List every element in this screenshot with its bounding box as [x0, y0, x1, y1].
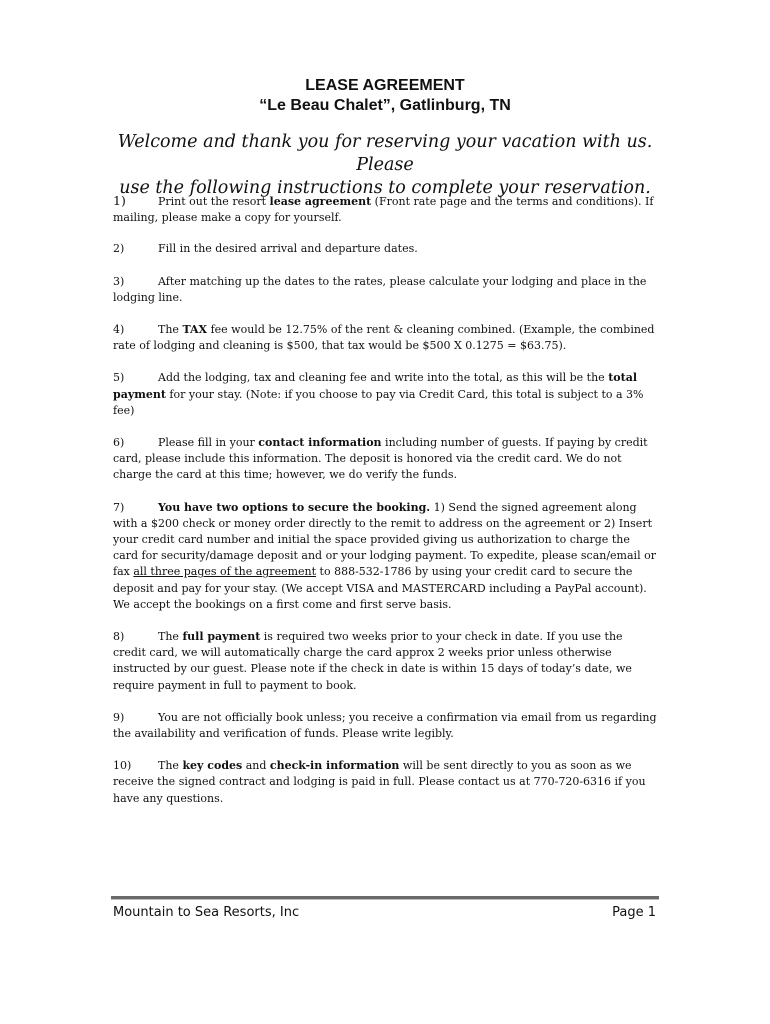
document-title: LEASE AGREEMENT [305, 77, 465, 94]
item-number: 9) [113, 710, 125, 724]
instruction-item-5 [113, 370, 658, 419]
instruction-item-7 [113, 500, 658, 613]
item-emphasis: lease agreement [269, 195, 372, 208]
item-text: is required two weeks prior to your check in date. If you use the credit card, we will automatically charge the card approx 2 weeks prior unless otherwise instructed by our guest. Please note if the check in date is within 15 days of today’s date, we require payment in full to payment to book. [113, 630, 632, 692]
item-emphasis: TAX [182, 323, 208, 337]
instruction-item-1 [113, 193, 658, 226]
item-emphasis: contact information [258, 436, 382, 450]
instruction-item-4 [113, 322, 658, 354]
footer-divider [111, 896, 659, 900]
footer-company: Mountain to Sea Resorts, Inc [113, 905, 300, 920]
item-text: You are not officially book unless; you receive a confirmation via email from us regarding the availability and verification of funds. Please write legibly. [113, 710, 657, 741]
instruction-item-9 [113, 710, 658, 742]
item-number: 7) [113, 500, 125, 514]
footer-page-number: Page 1 [612, 905, 656, 920]
item-emphasis: key codes [182, 759, 243, 773]
item-text: will be sent directly to you as soon as we receive the signed contract and lodging is paid in full. Please contact us at 770-720-6316 if you have any questions. [113, 759, 646, 805]
item-text: for your stay. (Note: if you choose to pay via Credit Card, this total is subject to a 3% fee) [113, 387, 644, 417]
item-text: The [158, 323, 183, 337]
item-underlined-text: all three pages of the agreement [133, 565, 317, 579]
item-text: Fill in the desired arrival and departure dates. [158, 242, 418, 256]
instruction-item-10 [113, 758, 658, 807]
instruction-item-3 [113, 274, 658, 306]
item-number: 4) [113, 323, 125, 337]
item-number: 5) [113, 371, 125, 385]
item-emphasis: full payment [182, 630, 261, 644]
welcome-message [90, 131, 680, 200]
item-number: 10) [113, 759, 132, 773]
item-text: 1) Send the signed agreement along with a $200 check or money order directly to the remit to address on the agreement or 2) Insert your credit card number and initial the space provided giving us authorization to charge the card for security/damage deposit and or your lodging payment. To expedite, please scan/email or fax [113, 500, 656, 579]
item-emphasis: total payment [113, 371, 638, 401]
welcome-line-1: Welcome and thank you for reserving your vacation with us. Please [117, 132, 653, 175]
instruction-list [113, 193, 658, 807]
item-text: Please fill in your [158, 436, 259, 450]
item-number: 1) [113, 193, 126, 208]
item-number: 2) [113, 242, 125, 256]
item-number: 8) [113, 630, 125, 644]
item-text: The [158, 630, 183, 644]
instruction-item-6 [113, 435, 658, 484]
item-text: fee would be 12.75% of the rent & cleaning combined. (Example, the combined rate of lodging and cleaning is $500, that tax would be $500 X 0.1275 = $63.75). [113, 323, 655, 353]
item-text: After matching up the dates to the rates, please calculate your lodging and place in the lodging line. [113, 274, 647, 304]
instruction-item-2 [113, 241, 658, 257]
item-text: (Front rate page and the terms and conditions). If mailing, please make a copy for yourself. [113, 195, 654, 225]
item-text: The [158, 759, 183, 773]
item-number: 6) [113, 436, 125, 450]
item-text: to 888-532-1786 by using your credit card to secure the deposit and pay for your stay. (We accept VISA and MASTERCARD including a PayPal account). We accept the bookings on a first come and first serve basis. [113, 565, 647, 611]
instruction-item-8 [113, 629, 658, 694]
item-emphasis: You have two options to secure the booking. [158, 500, 431, 514]
item-text: Add the lodging, tax and cleaning fee and write into the total, as this will be the [158, 371, 609, 385]
item-text: including number of guests. If paying by credit card, please include this information. The deposit is honored via the credit card. We do not charge the card at this time; however, we do verify the funds. [113, 436, 648, 482]
document-subtitle: “Le Beau Chalet”, Gatlinburg, TN [259, 97, 511, 114]
item-text: Print out the resort [158, 195, 270, 208]
item-text: and [242, 759, 270, 773]
item-emphasis: check-in information [269, 759, 400, 773]
item-number: 3) [113, 274, 125, 288]
welcome-line-2: use the following instructions to complete your reservation. [119, 178, 651, 198]
